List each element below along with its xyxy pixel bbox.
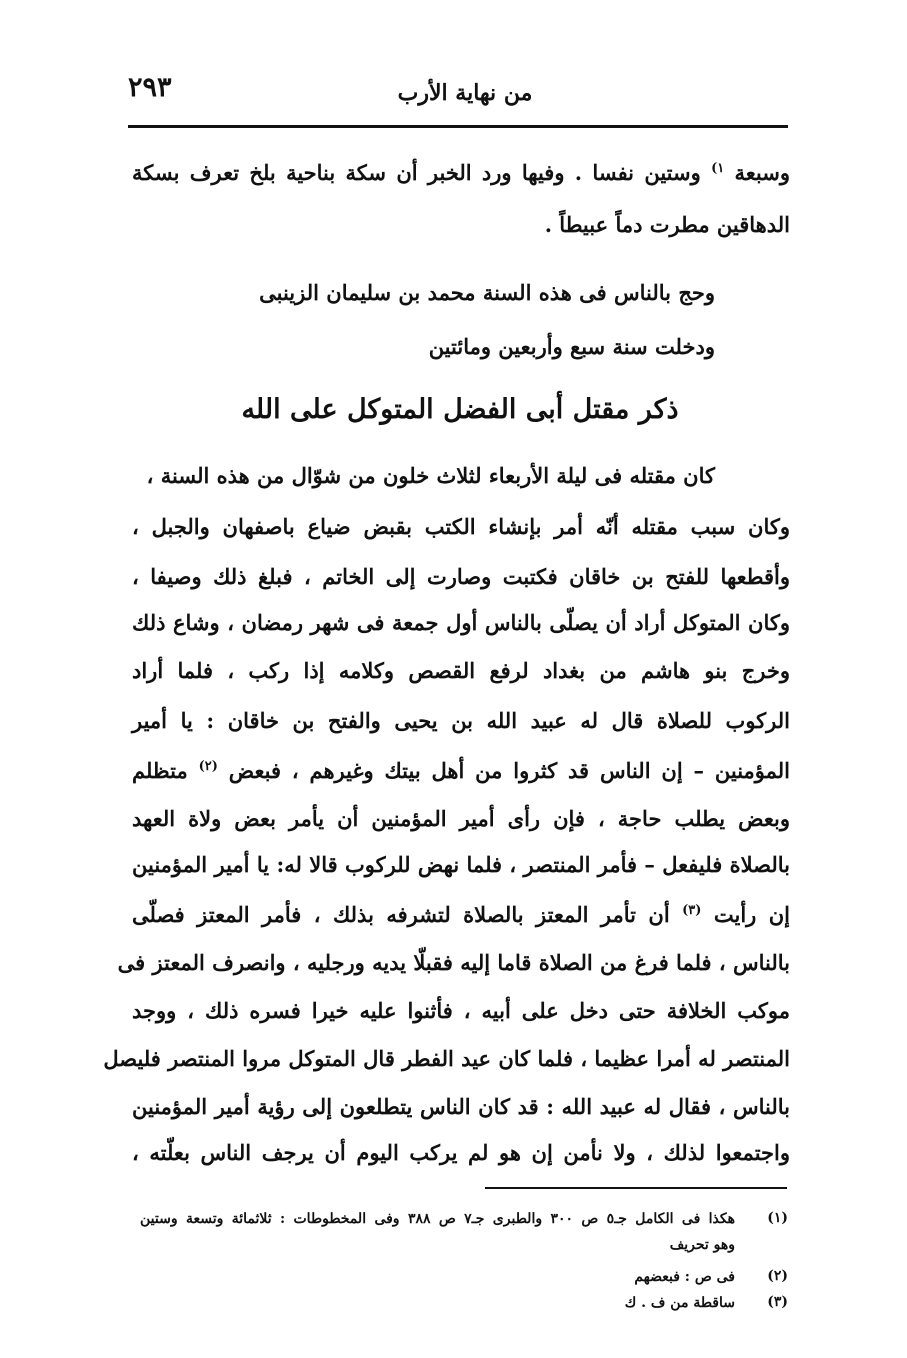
- footnote-1-text: هكذا فى الكامل جـ٥ ص ٣٠٠ والطبرى جـ٧ ص ٣٨٨ وفى المخطوطات : ثلاثمائة وتسعة وستين: [140, 1211, 735, 1227]
- footnote-2-number: (٢): [767, 1268, 788, 1284]
- body-line-12: موكب الخلافة حتى دخل على أبيه ، فأثنوا عليه خيرا فسره ذلك ، ووجد: [132, 998, 790, 1023]
- footnote-ref-1: ١): [711, 161, 725, 176]
- body-line-9: بالصلاة فليفعل – فأمر المنتصر ، فلما نهض للركوب قالا له: يا أمير المؤمنين: [132, 852, 790, 877]
- footnote-ref-3: (٣): [682, 903, 702, 918]
- page-number: ٢٩٣: [128, 72, 172, 103]
- footnote-1-number: (١): [767, 1210, 788, 1226]
- intro-line-1: [132, 160, 790, 185]
- footnote-2-text: فى ص : فبعضهم: [634, 1269, 735, 1285]
- body-line-7-start: المؤمنين – إن الناس قد كثروا من أهل بيتك وغيرهم ، فبعض: [228, 758, 790, 783]
- body-line-6: الركوب للصلاة قال له عبيد الله بن يحيى والفتح بن خاقان : يا أمير: [132, 708, 790, 733]
- body-line-15: واجتمعوا لذلك ، ولا نأمن إن هو لم يركب اليوم أن يرجف الناس بعلّته ،: [132, 1140, 790, 1165]
- body-line-11: بالناس ، فلما فرغ من الصلاة قاما إليه فقبلّا يديه ورجليه ، وانصرف المعتز فى: [117, 950, 790, 975]
- intro-line-1-start: وسبعة: [734, 160, 791, 185]
- body-line-7: [132, 758, 790, 783]
- body-line-4: وكان المتوكل أراد أن يصلّى بالناس أول جمعة فى شهر رمضان ، وشاع ذلك: [132, 610, 790, 635]
- header-rule: [128, 125, 788, 128]
- intro-line-3: وحج بالناس فى هذه السنة محمد بن سليمان الزينبى: [259, 280, 715, 305]
- running-title: من نهاية الأرب: [397, 80, 533, 106]
- body-line-7-end: متظلم: [132, 758, 188, 783]
- body-line-13: المنتصر له أمرا عظيما ، فلما كان عيد الفطر قال المتوكل مروا المنتصر فليصل: [103, 1046, 790, 1071]
- footnote-ref-2: (٢): [198, 759, 218, 774]
- intro-line-1-rest: وستين نفسا . وفيها ورد الخبر أن سكة بناحية بلخ تعرف بسكة: [132, 160, 701, 185]
- body-line-10-start: إن رأيت: [713, 902, 791, 927]
- footnote-3-text: ساقطة من ف . ك: [624, 1295, 735, 1311]
- intro-line-2: الدهاقين مطرت دماً عبيطاً .: [544, 212, 790, 237]
- body-line-10: [132, 902, 790, 927]
- body-line-3: وأقطعها للفتح بن خاقان فكتبت وصارت إلى الخاتم ، فبلغ ذلك وصيفا ،: [132, 564, 790, 589]
- footnote-3-number: (٣): [767, 1294, 788, 1310]
- footnote-rule: [485, 1187, 787, 1189]
- body-line-2: وكان سبب مقتله أنّه أمر بإنشاء الكتب بقبض ضياع باصفهان والجبل ،: [132, 514, 790, 539]
- year-heading-line: ودخلت سنة سبع وأربعين ومائتين: [428, 334, 715, 359]
- body-line-5: وخرج بنو هاشم من بغداد لرفع القصص وكلامه إذا ركب ، فلما أراد: [132, 658, 790, 683]
- body-line-10-end: أن تأمر المعتز بالصلاة لتشرفه بذلك ، فأمر المعتز فصلّى: [132, 902, 670, 927]
- section-heading: ذكر مقتل أبى الفضل المتوكل على الله: [241, 394, 679, 425]
- body-line-14: بالناس ، فقال له عبيد الله : قد كان الناس يتطلعون إلى رؤية أمير المؤمنين: [132, 1094, 790, 1119]
- body-line-1: كان مقتله فى ليلة الأربعاء لثلاث خلون من شوّال من هذه السنة ،: [146, 463, 715, 488]
- footnote-1-text-cont: وهو تحريف: [669, 1237, 735, 1253]
- body-line-8: وبعض يطلب حاجة ، فإن رأى أمير المؤمنين أن يأمر بعض ولاة العهد: [132, 806, 790, 831]
